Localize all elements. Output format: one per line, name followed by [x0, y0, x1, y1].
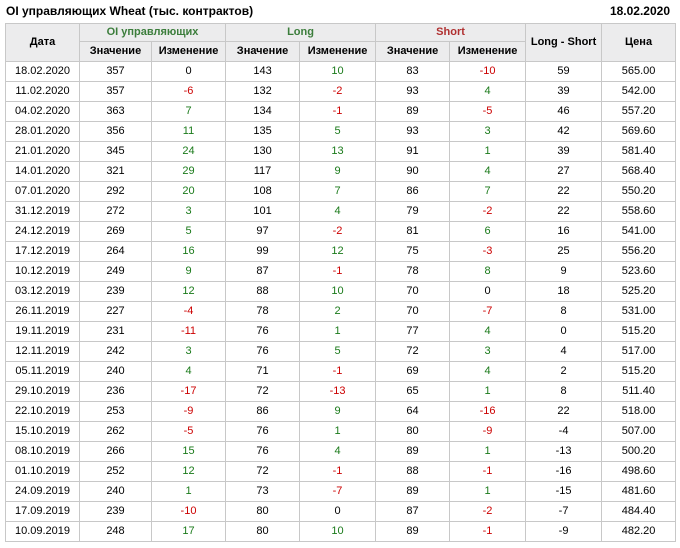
cell-oi-value: 356: [80, 122, 152, 142]
cell-price: 511.40: [602, 382, 676, 402]
table-row: [6, 242, 676, 262]
cell-oi-change: -11: [152, 322, 226, 342]
cell-date: 05.11.2019: [6, 362, 80, 382]
cell-short-change: -16: [450, 402, 526, 422]
table-row: [6, 382, 676, 402]
cell-short-value: 89: [376, 522, 450, 542]
cell-oi-value: 272: [80, 202, 152, 222]
cell-short-value: 80: [376, 422, 450, 442]
cell-date: 11.02.2020: [6, 82, 80, 102]
cell-long-short: 46: [526, 102, 602, 122]
cell-long-short: 0: [526, 322, 602, 342]
column-header-price: Цена: [602, 24, 676, 62]
cell-short-change: 7: [450, 182, 526, 202]
cell-oi-value: 262: [80, 422, 152, 442]
cell-oi-change: 17: [152, 522, 226, 542]
cell-price: 531.00: [602, 302, 676, 322]
cell-long-value: 135: [226, 122, 300, 142]
table-row: [6, 322, 676, 342]
cell-long-change: -1: [300, 262, 376, 282]
table-row: [6, 262, 676, 282]
cell-short-change: 0: [450, 282, 526, 302]
cell-price: 565.00: [602, 62, 676, 82]
cell-oi-value: 253: [80, 402, 152, 422]
cell-date: 18.02.2020: [6, 62, 80, 82]
cell-short-change: 4: [450, 82, 526, 102]
cell-long-value: 73: [226, 482, 300, 502]
cell-long-short: 9: [526, 262, 602, 282]
cell-short-change: -7: [450, 302, 526, 322]
column-header-oi-value: Значение: [80, 42, 152, 62]
cell-short-value: 87: [376, 502, 450, 522]
cell-price: 482.20: [602, 522, 676, 542]
cell-oi-change: 16: [152, 242, 226, 262]
cell-date: 29.10.2019: [6, 382, 80, 402]
cell-oi-value: 321: [80, 162, 152, 182]
cell-oi-value: 345: [80, 142, 152, 162]
cell-price: 542.00: [602, 82, 676, 102]
cell-short-value: 89: [376, 102, 450, 122]
cell-long-change: -1: [300, 362, 376, 382]
column-header-long-short: Long - Short: [526, 24, 602, 62]
cell-price: 523.60: [602, 262, 676, 282]
cell-date: 24.12.2019: [6, 222, 80, 242]
cell-short-change: 3: [450, 122, 526, 142]
cell-short-change: -10: [450, 62, 526, 82]
cell-oi-value: 252: [80, 462, 152, 482]
cell-price: 481.60: [602, 482, 676, 502]
cell-date: 10.09.2019: [6, 522, 80, 542]
cell-date: 26.11.2019: [6, 302, 80, 322]
cell-short-change: 3: [450, 342, 526, 362]
cell-short-value: 83: [376, 62, 450, 82]
table-row: [6, 142, 676, 162]
cell-short-change: 1: [450, 442, 526, 462]
cell-long-short: 22: [526, 182, 602, 202]
cell-oi-change: 7: [152, 102, 226, 122]
cell-long-value: 80: [226, 522, 300, 542]
cell-date: 17.09.2019: [6, 502, 80, 522]
cell-short-value: 64: [376, 402, 450, 422]
column-group-long: Long: [226, 24, 376, 42]
cell-short-value: 86: [376, 182, 450, 202]
cell-oi-value: 240: [80, 362, 152, 382]
cell-oi-change: 11: [152, 122, 226, 142]
cell-long-short: -9: [526, 522, 602, 542]
cell-short-value: 90: [376, 162, 450, 182]
cell-short-change: 8: [450, 262, 526, 282]
cell-long-short: 18: [526, 282, 602, 302]
cell-price: 525.20: [602, 282, 676, 302]
cell-long-value: 72: [226, 462, 300, 482]
table-row: [6, 62, 676, 82]
page-title: OI управляющих Wheat (тыс. контрактов): [6, 4, 254, 18]
cell-long-short: 2: [526, 362, 602, 382]
cell-long-change: 5: [300, 342, 376, 362]
cell-oi-value: 227: [80, 302, 152, 322]
cell-long-change: 12: [300, 242, 376, 262]
cell-date: 12.11.2019: [6, 342, 80, 362]
cell-price: 518.00: [602, 402, 676, 422]
cell-long-change: -2: [300, 222, 376, 242]
table-row: [6, 82, 676, 102]
cell-price: 515.20: [602, 322, 676, 342]
cell-date: 24.09.2019: [6, 482, 80, 502]
cell-date: 08.10.2019: [6, 442, 80, 462]
cell-long-short: 8: [526, 302, 602, 322]
cell-oi-value: 239: [80, 502, 152, 522]
table-row: [6, 362, 676, 382]
cell-short-value: 65: [376, 382, 450, 402]
cell-long-value: 72: [226, 382, 300, 402]
column-header-date: Дата: [6, 24, 80, 62]
cell-oi-change: 12: [152, 462, 226, 482]
cell-oi-change: 5: [152, 222, 226, 242]
cell-short-value: 93: [376, 122, 450, 142]
cell-short-change: 1: [450, 142, 526, 162]
cell-short-change: 6: [450, 222, 526, 242]
cell-long-short: 27: [526, 162, 602, 182]
report-date: 18.02.2020: [609, 4, 670, 18]
cell-long-value: 86: [226, 402, 300, 422]
cell-long-change: 4: [300, 202, 376, 222]
cell-oi-change: 0: [152, 62, 226, 82]
cell-short-change: -9: [450, 422, 526, 442]
cell-long-short: -16: [526, 462, 602, 482]
cell-oi-change: 1: [152, 482, 226, 502]
cell-long-value: 134: [226, 102, 300, 122]
cell-long-value: 132: [226, 82, 300, 102]
cell-long-short: 8: [526, 382, 602, 402]
cell-long-value: 108: [226, 182, 300, 202]
table-row: [6, 162, 676, 182]
cell-long-short: 16: [526, 222, 602, 242]
table-row: [6, 522, 676, 542]
cell-price: 558.60: [602, 202, 676, 222]
cell-long-change: -7: [300, 482, 376, 502]
cell-date: 17.12.2019: [6, 242, 80, 262]
cell-long-short: 22: [526, 402, 602, 422]
cell-long-short: 59: [526, 62, 602, 82]
cell-price: 515.20: [602, 362, 676, 382]
cell-oi-value: 266: [80, 442, 152, 462]
cell-date: 21.01.2020: [6, 142, 80, 162]
cell-oi-change: 24: [152, 142, 226, 162]
cell-short-value: 89: [376, 442, 450, 462]
cell-short-change: -5: [450, 102, 526, 122]
cell-short-change: 1: [450, 382, 526, 402]
cell-oi-value: 242: [80, 342, 152, 362]
cell-date: 10.12.2019: [6, 262, 80, 282]
cell-oi-change: -4: [152, 302, 226, 322]
cell-price: 507.00: [602, 422, 676, 442]
cell-short-change: 1: [450, 482, 526, 502]
cell-oi-change: -17: [152, 382, 226, 402]
cell-long-value: 99: [226, 242, 300, 262]
cell-oi-change: 12: [152, 282, 226, 302]
cell-long-value: 71: [226, 362, 300, 382]
cell-price: 557.20: [602, 102, 676, 122]
column-group-short: Short: [376, 24, 526, 42]
cell-oi-value: 363: [80, 102, 152, 122]
cell-oi-change: 3: [152, 202, 226, 222]
cell-short-value: 78: [376, 262, 450, 282]
cell-long-short: -4: [526, 422, 602, 442]
cell-price: 541.00: [602, 222, 676, 242]
table-row: [6, 202, 676, 222]
cell-date: 07.01.2020: [6, 182, 80, 202]
cell-long-value: 88: [226, 282, 300, 302]
cell-oi-change: 3: [152, 342, 226, 362]
cell-short-value: 79: [376, 202, 450, 222]
table-row: [6, 482, 676, 502]
cell-long-value: 76: [226, 322, 300, 342]
oi-table: [5, 23, 676, 542]
cell-short-change: -3: [450, 242, 526, 262]
cell-oi-value: 357: [80, 62, 152, 82]
cell-price: 556.20: [602, 242, 676, 262]
cell-oi-change: -10: [152, 502, 226, 522]
cell-long-change: 1: [300, 422, 376, 442]
cell-date: 01.10.2019: [6, 462, 80, 482]
cell-long-value: 78: [226, 302, 300, 322]
table-row: [6, 182, 676, 202]
cell-long-change: -13: [300, 382, 376, 402]
cell-long-change: 10: [300, 62, 376, 82]
cell-short-change: 4: [450, 322, 526, 342]
table-row: [6, 442, 676, 462]
cell-date: 03.12.2019: [6, 282, 80, 302]
table-row: [6, 342, 676, 362]
cell-short-value: 70: [376, 282, 450, 302]
cell-date: 31.12.2019: [6, 202, 80, 222]
cell-oi-value: 248: [80, 522, 152, 542]
cell-price: 484.40: [602, 502, 676, 522]
cell-long-value: 80: [226, 502, 300, 522]
cell-oi-change: 9: [152, 262, 226, 282]
column-header-oi-change: Изменение: [152, 42, 226, 62]
cell-long-change: -1: [300, 102, 376, 122]
cell-oi-value: 292: [80, 182, 152, 202]
header-bar: [0, 0, 680, 23]
cell-long-value: 143: [226, 62, 300, 82]
cell-price: 517.00: [602, 342, 676, 362]
cell-price: 500.20: [602, 442, 676, 462]
table-row: [6, 502, 676, 522]
cell-date: 04.02.2020: [6, 102, 80, 122]
cell-long-change: 9: [300, 162, 376, 182]
cell-long-short: 4: [526, 342, 602, 362]
table-row: [6, 282, 676, 302]
table-row: [6, 402, 676, 422]
cell-short-change: -2: [450, 202, 526, 222]
cell-short-value: 77: [376, 322, 450, 342]
cell-price: 569.60: [602, 122, 676, 142]
cell-oi-value: 236: [80, 382, 152, 402]
cell-date: 22.10.2019: [6, 402, 80, 422]
cell-long-short: 39: [526, 142, 602, 162]
cell-long-value: 97: [226, 222, 300, 242]
table-row: [6, 122, 676, 142]
cell-price: 550.20: [602, 182, 676, 202]
cell-short-change: 4: [450, 362, 526, 382]
cell-long-change: 5: [300, 122, 376, 142]
cell-short-change: -1: [450, 522, 526, 542]
cell-long-change: 13: [300, 142, 376, 162]
cell-long-change: 2: [300, 302, 376, 322]
cell-date: 14.01.2020: [6, 162, 80, 182]
cell-short-value: 70: [376, 302, 450, 322]
cell-oi-value: 231: [80, 322, 152, 342]
cell-oi-value: 264: [80, 242, 152, 262]
table-row: [6, 302, 676, 322]
table-row: [6, 102, 676, 122]
cell-long-change: 1: [300, 322, 376, 342]
column-group-oi: OI управляющих: [80, 24, 226, 42]
cell-long-value: 117: [226, 162, 300, 182]
column-header-short-value: Значение: [376, 42, 450, 62]
cell-long-short: -7: [526, 502, 602, 522]
cell-long-change: -2: [300, 82, 376, 102]
table-head: [6, 24, 676, 62]
cell-oi-value: 240: [80, 482, 152, 502]
cell-short-value: 89: [376, 482, 450, 502]
cell-short-value: 81: [376, 222, 450, 242]
cell-price: 581.40: [602, 142, 676, 162]
cell-oi-value: 357: [80, 82, 152, 102]
cell-long-short: 42: [526, 122, 602, 142]
cell-long-value: 76: [226, 422, 300, 442]
cell-oi-change: 4: [152, 362, 226, 382]
cell-short-value: 72: [376, 342, 450, 362]
cell-long-change: 10: [300, 522, 376, 542]
cell-long-change: 10: [300, 282, 376, 302]
cell-short-value: 91: [376, 142, 450, 162]
cell-oi-change: 29: [152, 162, 226, 182]
cell-short-value: 69: [376, 362, 450, 382]
table-group-header-row: [6, 24, 676, 42]
column-header-long-value: Значение: [226, 42, 300, 62]
cell-long-short: 22: [526, 202, 602, 222]
column-header-long-change: Изменение: [300, 42, 376, 62]
table-row: [6, 222, 676, 242]
cell-oi-change: -9: [152, 402, 226, 422]
column-header-short-change: Изменение: [450, 42, 526, 62]
cell-short-value: 75: [376, 242, 450, 262]
cell-short-change: 4: [450, 162, 526, 182]
cell-long-change: 0: [300, 502, 376, 522]
cell-oi-change: 20: [152, 182, 226, 202]
cell-price: 498.60: [602, 462, 676, 482]
cell-long-change: -1: [300, 462, 376, 482]
cell-long-value: 76: [226, 442, 300, 462]
cell-date: 28.01.2020: [6, 122, 80, 142]
cell-short-value: 93: [376, 82, 450, 102]
cell-long-value: 101: [226, 202, 300, 222]
cell-oi-value: 249: [80, 262, 152, 282]
cell-long-short: -13: [526, 442, 602, 462]
table-row: [6, 462, 676, 482]
cell-date: 15.10.2019: [6, 422, 80, 442]
cell-oi-change: -6: [152, 82, 226, 102]
cell-short-value: 88: [376, 462, 450, 482]
cell-long-value: 76: [226, 342, 300, 362]
cell-long-change: 9: [300, 402, 376, 422]
cell-long-short: 25: [526, 242, 602, 262]
cell-long-change: 4: [300, 442, 376, 462]
cell-price: 568.40: [602, 162, 676, 182]
cell-long-change: 7: [300, 182, 376, 202]
cell-short-change: -2: [450, 502, 526, 522]
cell-long-short: 39: [526, 82, 602, 102]
cell-oi-value: 239: [80, 282, 152, 302]
cell-short-change: -1: [450, 462, 526, 482]
cell-long-value: 87: [226, 262, 300, 282]
cell-long-value: 130: [226, 142, 300, 162]
cell-oi-value: 269: [80, 222, 152, 242]
cell-oi-change: 15: [152, 442, 226, 462]
table-body: [6, 62, 676, 542]
cell-date: 19.11.2019: [6, 322, 80, 342]
table-row: [6, 422, 676, 442]
cell-long-short: -15: [526, 482, 602, 502]
cell-oi-change: -5: [152, 422, 226, 442]
